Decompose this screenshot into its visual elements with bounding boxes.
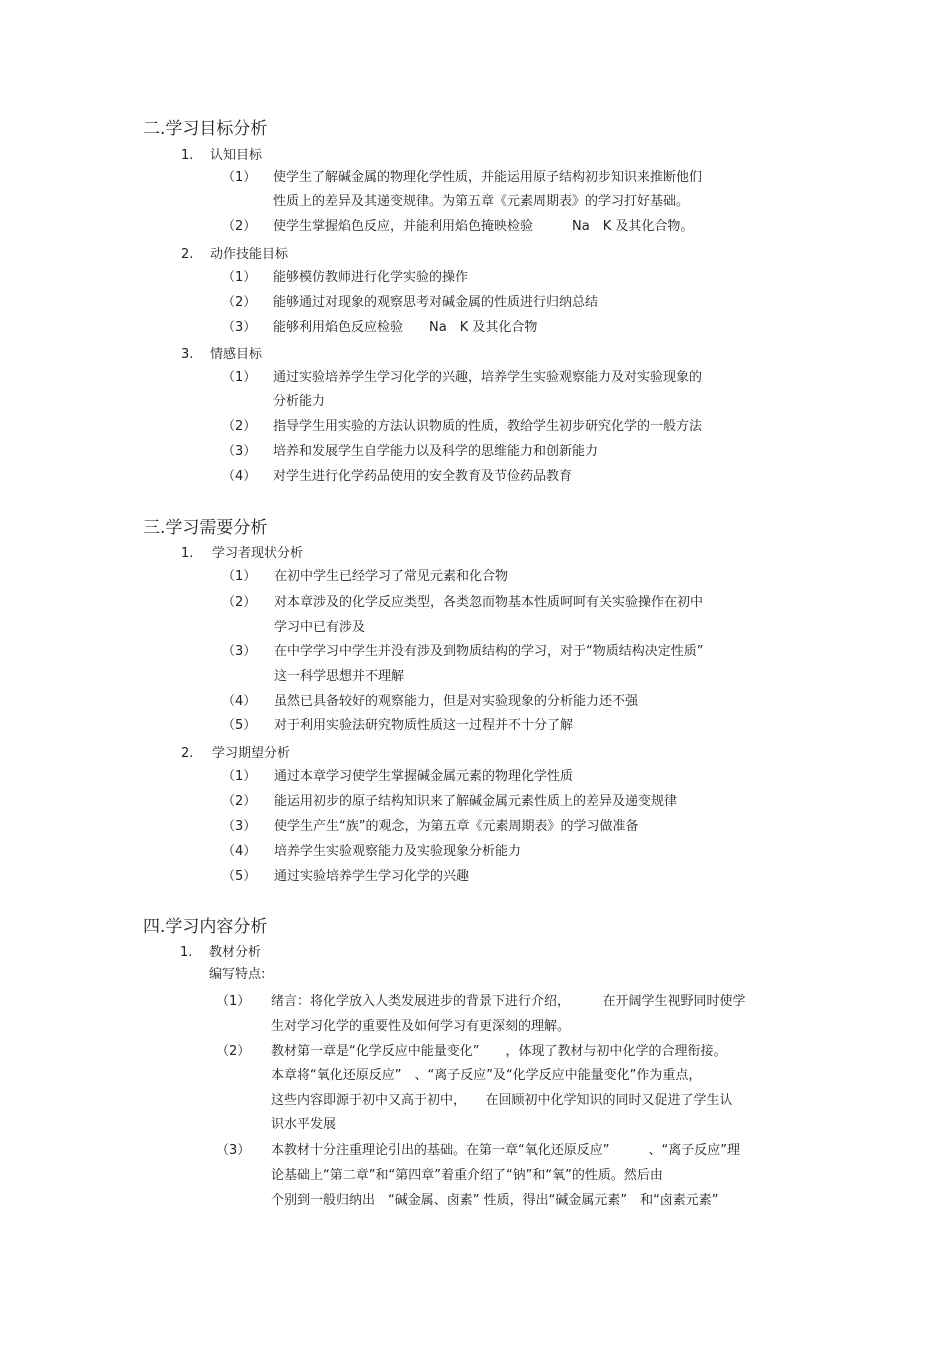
heading-label: 动作技能目标 — [210, 247, 289, 262]
item-text: 通过实验培养学生学习化学的兴趣 — [274, 869, 470, 884]
heading-label: 教材分析 — [209, 945, 262, 960]
heading-number: 2. — [181, 746, 194, 761]
item-text-continued: 学习中已有涉及 — [274, 620, 366, 635]
item-number: （3） — [222, 444, 257, 459]
item-number: （1） — [222, 170, 257, 185]
item-text: 对于利用实验法研究物质性质这一过程并不十分了解 — [274, 718, 574, 733]
item-number: （3） — [222, 819, 257, 834]
item-text: 对学生进行化学药品使用的安全教育及节俭药品教育 — [273, 469, 573, 484]
item-text: 培养和发展学生自学能力以及科学的思维能力和创新能力 — [273, 444, 599, 459]
item-text-continued: 识水平发展 — [271, 1117, 337, 1132]
item-text-continued: 生对学习化学的重要性及如何学习有更深刻的理解。 — [271, 1019, 571, 1034]
item-text-continued: 分析能力 — [273, 394, 326, 409]
item-number: （3） — [216, 1143, 251, 1158]
item-number: （2） — [222, 219, 257, 234]
item-number: （5） — [222, 718, 257, 733]
item-text: 教材第一章是“化学反应中能量变化” ，体现了教材与初中化学的合理衔接。 — [271, 1044, 727, 1059]
item-text-continued: 个别到一般归纳出 “碱金属、卤素” 性质，得出“碱金属元素” 和“卤素元素” — [271, 1193, 719, 1208]
item-number: （2） — [222, 419, 257, 434]
item-number: （2） — [222, 794, 257, 809]
heading-number: 1. — [181, 148, 194, 163]
item-text-continued: 论基础上“第二章”和“第四章”着重介绍了“钠”和“氧”的性质。然后由 — [271, 1168, 663, 1183]
item-text: 在中学学习中学生并没有涉及到物质结构的学习，对于“物质结构决定性质” — [274, 644, 704, 659]
item-text: 使学生了解碱金属的物理化学性质，并能运用原子结构初步知识来推断他们 — [273, 170, 703, 185]
item-text-continued: 性质上的差异及其递变规律。为第五章《元素周期表》的学习打好基础。 — [273, 194, 690, 209]
item-number: （2） — [222, 595, 257, 610]
heading-number: 2. — [181, 247, 194, 262]
item-number: （2） — [222, 295, 257, 310]
item-text: 本教材十分注重理论引出的基础。在第一章“氧化还原反应” 、“离子反应”理 — [271, 1143, 740, 1158]
item-number: （2） — [216, 1044, 251, 1059]
item-text: 能够通过对现象的观察思考对碱金属的性质进行归纳总结 — [273, 295, 599, 310]
item-text: 使学生掌握焰色反应，并能利用焰色掩映检验 Na K 及其化合物。 — [273, 219, 694, 234]
item-number: （1） — [222, 370, 257, 385]
item-text: 在初中学生已经学习了常见元素和化合物 — [274, 569, 509, 584]
item-text-continued: 本章将“氧化还原反应” 、“离子反应”及“化学反应中能量变化”作为重点， — [271, 1068, 702, 1083]
item-text: 能够利用焰色反应检验 Na K 及其化合物 — [273, 320, 538, 335]
item-text: 能运用初步的原子结构知识来了解碱金属元素性质上的差异及递变规律 — [274, 794, 678, 809]
section-title-learning-goals: 二.学习目标分析 — [143, 119, 268, 139]
item-text: 绪言：将化学放入人类发展进步的背景下进行介绍， 在开阔学生视野同时使学 — [271, 994, 746, 1009]
item-number: （1） — [216, 994, 251, 1009]
item-number: （3） — [222, 320, 257, 335]
item-text: 指导学生用实验的方法认识物质的性质，教给学生初步研究化学的一般方法 — [273, 419, 703, 434]
heading-number: 3. — [181, 347, 194, 362]
item-text: 通过实验培养学生学习化学的兴趣，培养学生实验观察能力及对实验现象的 — [273, 370, 703, 385]
item-text-continued: 这一科学思想并不理解 — [274, 669, 405, 684]
item-text: 能够模仿教师进行化学实验的操作 — [273, 270, 469, 285]
item-text: 培养学生实验观察能力及实验现象分析能力 — [274, 844, 522, 859]
item-text: 使学生产生“族”的观念，为第五章《元素周期表》的学习做准备 — [274, 819, 639, 834]
item-number: （5） — [222, 869, 257, 884]
heading-label: 认知目标 — [210, 148, 263, 163]
heading-label: 学习期望分析 — [212, 746, 291, 761]
heading-label: 情感目标 — [210, 347, 263, 362]
item-number: （4） — [222, 844, 257, 859]
item-text: 通过本章学习使学生掌握碱金属元素的物理化学性质 — [274, 769, 574, 784]
section-title-learning-content: 四.学习内容分析 — [143, 917, 268, 937]
section-title-learning-needs: 三.学习需要分析 — [143, 518, 268, 538]
item-text-continued: 这些内容即源于初中又高于初中， 在回顾初中化学知识的同时又促进了学生认 — [271, 1093, 733, 1108]
item-text: 虽然已具备较好的观察能力，但是对实验现象的分析能力还不强 — [274, 694, 639, 709]
heading-number: 1. — [181, 546, 194, 561]
heading-label: 学习者现状分析 — [212, 546, 304, 561]
item-text: 对本章涉及的化学反应类型，各类忽而物基本性质呵呵有关实验操作在初中 — [274, 595, 704, 610]
item-number: （1） — [222, 270, 257, 285]
item-number: （1） — [222, 569, 257, 584]
item-number: （3） — [222, 644, 257, 659]
item-number: （1） — [222, 769, 257, 784]
item-number: （4） — [222, 694, 257, 709]
subheading-writing-features: 编写特点: — [209, 967, 266, 982]
heading-number: 1. — [180, 945, 193, 960]
item-number: （4） — [222, 469, 257, 484]
